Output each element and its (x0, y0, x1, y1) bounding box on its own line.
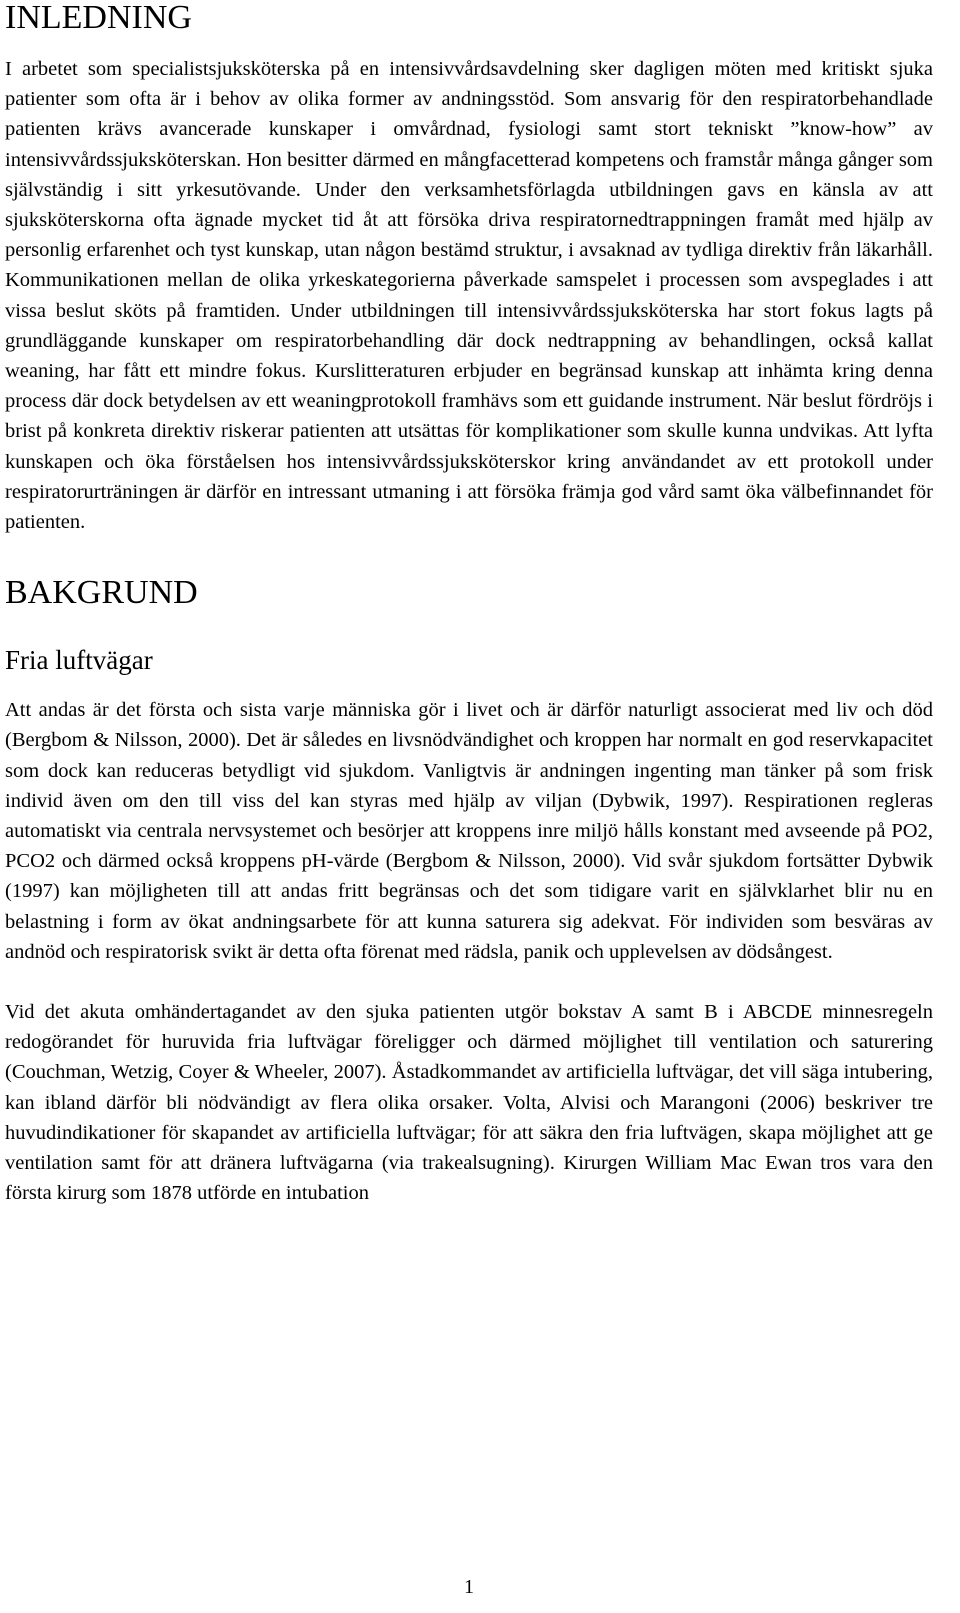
heading-fria-luftvagar: Fria luftvägar (5, 645, 153, 676)
page-number: 1 (464, 1576, 474, 1598)
heading-inledning: INLEDNING (5, 0, 192, 36)
document-page (5, 0, 933, 1209)
paragraph-fria-luftvagar-2: Vid det akuta omhändertagandet av den sjuka patienten utgör bokstav A samt B i ABCDE minnesregeln redogörandet för huruvida fria luftvägar föreligger och därmed möjlighet till ventilation och saturering (Couchman, Wetzig, Coyer & Wheeler, 2007). Åstadkommandet av artificiella luftvägar, det vill säga intubering, kan ibland därför bli nödvändigt av flera olika orsaker. Volta, Alvisi och Marangoni (2006) beskriver tre huvudindikationer för skapandet av artificiella luftvägar; för att säkra den fria luftvägen, skapa möjlighet att ge ventilation samt för att dränera luftvägarna (via trakealsugning). Kirurgen William Mac Ewan tros vara den första kirurg som 1878 utförde en intubation (5, 1001, 933, 1205)
heading-bakgrund: BAKGRUND (5, 574, 198, 612)
paragraph-inledning: I arbetet som specialistsjuksköterska på en intensivvårdsavdelning sker dagligen möten med kritiskt sjuka patienter som ofta är i behov av olika former av andningsstöd. Som ansvarig för den respiratorbehandlade patienten krävs avancerade kunskaper i omvårdnad, fysiologi samt stort tekniskt ”know-how” av intensivvårdssjuksköterskan. Hon besitter därmed en mångfacetterad kompetens och framstår många gånger som självständig i sitt yrkesutövande. Under den verksamhetsförlagda utbildningen gavs en känsla av att sjuksköterskorna ofta ägnade mycket tid åt att försöka driva respiratornedtrappningen framåt med hjälp av personlig erfarenhet och tyst kunskap, utan någon bestämd struktur, i avsaknad av tydliga direktiv från läkarhåll. Kommunikationen mellan de olika yrkeskategorierna påverkade samspelet i processen som avspeglades i att vissa beslut sköts på framtiden. Under utbildningen till intensivvårdssjuksköterska har stort fokus lagts på grundläggande kunskaper om respiratorbehandling där dock nedtrappning av behandlingen, också kallat weaning, har fått ett mindre fokus. Kurslitteraturen erbjuder en begränsad kunskap att inhämta kring denna process där dock betydelsen av ett weaningprotokoll framhävs som ett guidande instrument. När beslut fördröjs i brist på konkreta direktiv riskerar patienten att utsättas för komplikationer som skulle kunna undvikas. Att lyfta kunskapen och öka förståelsen hos intensivvårdssjuksköterskor kring användandet av ett protokoll under respiratorurträningen är därför en intressant utmaning i att försöka främja god vård samt öka välbefinnandet för patienten. (5, 58, 933, 534)
paragraph-fria-luftvagar-1: Att andas är det första och sista varje människa gör i livet och är därför naturligt associerat med liv och död (Bergbom & Nilsson, 2000). Det är således en livsnödvändighet och kroppen har normalt en god reservkapacitet som dock kan reduceras betydligt vid sjukdom. Vanligtvis är andningen ingenting man tänker på som frisk individ även om den till viss del kan styras med hjälp av viljan (Dybwik, 1997). Respirationen regleras automatiskt via centrala nervsystemet och besörjer att kroppens inre miljö hålls konstant med avseende på PO2, PCO2 och därmed också kroppens pH-värde (Bergbom & Nilsson, 2000). Vid svår sjukdom fortsätter Dybwik (1997) kan möjligheten till att andas fritt begränsas och det som tidigare varit en självklarhet blir nu en belastning i form av ökat andningsarbete för att kunna saturera sig adekvat. För individen som besväras av andnöd och respiratorisk svikt är detta ofta förenat med rädsla, panik och upplevelsen av dödsångest. (5, 699, 933, 963)
